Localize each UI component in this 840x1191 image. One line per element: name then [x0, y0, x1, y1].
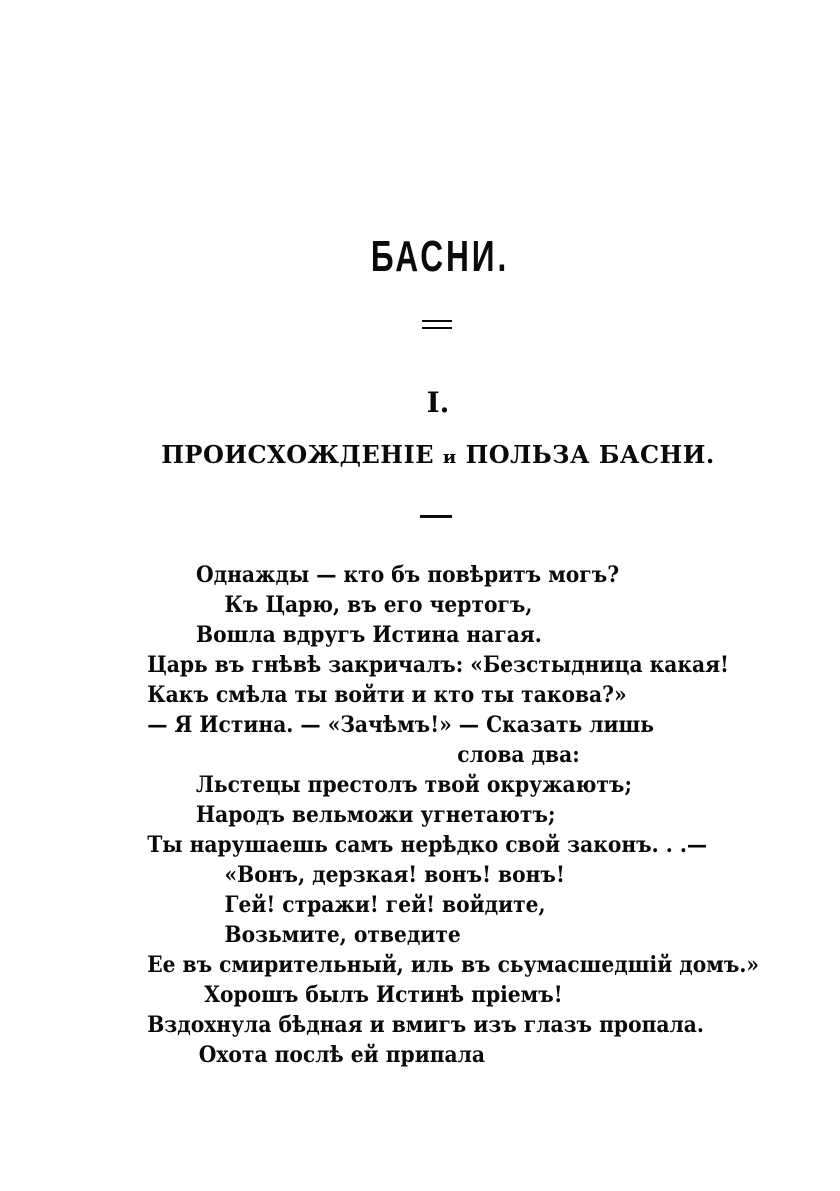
verse-line: Вошла вдругъ Истина нагая.: [195, 622, 542, 648]
single-rule-divider: [420, 515, 452, 518]
verse-line: — Я Истина. — «Зачѣмъ!» — Сказать лишь: [147, 712, 655, 738]
verse-line: Охота послѣ ей припала: [198, 1042, 486, 1068]
section-number: I.: [426, 386, 450, 419]
verse-line: Хорошъ былъ Истинѣ пріемъ!: [204, 982, 563, 1008]
verse-line: Вздохнула бѣдная и вмигъ изъ глазъ пропала.: [147, 1012, 704, 1038]
verse-line: слова два:: [457, 742, 580, 768]
verse-line: Однажды — кто бъ повѣритъ могъ?: [195, 562, 620, 588]
verse-line: Ее въ смирительный, иль въ сьумасшедшій домъ.»: [147, 952, 760, 978]
fable-title-conjunction: и: [442, 447, 457, 468]
verse-body: [0, 560, 840, 1070]
verse-line: Льстецы престолъ твой окружаютъ;: [195, 772, 632, 798]
verse-line: Къ Царю, въ его чертогъ,: [224, 592, 533, 618]
verse-line: Возьмите, отведите: [224, 922, 461, 948]
verse-line: Народъ вельможи угнетаютъ;: [195, 802, 556, 828]
verse-line: Гей! стражи! гей! войдите,: [224, 892, 546, 918]
fable-title-part1: ПРОИСХОЖДЕНІЕ: [161, 440, 434, 469]
verse-line: Какъ смѣла ты войти и кто ты такова?»: [147, 682, 627, 708]
double-rule-divider: [422, 320, 452, 329]
fable-title-part2: ПОЛЬЗА БАСНИ.: [465, 440, 715, 469]
fable-title: [0, 440, 840, 469]
verse-line: «Вонъ, дерзкая! вонъ! вонъ!: [224, 862, 565, 888]
verse-line: Царь въ гнѣвѣ закричалъ: «Безстыдница какая!: [147, 652, 729, 678]
verse-line: Ты нарушаешь самъ нерѣдко свой законъ. . .—: [147, 832, 708, 858]
page-title: БАСНИ.: [370, 232, 510, 281]
